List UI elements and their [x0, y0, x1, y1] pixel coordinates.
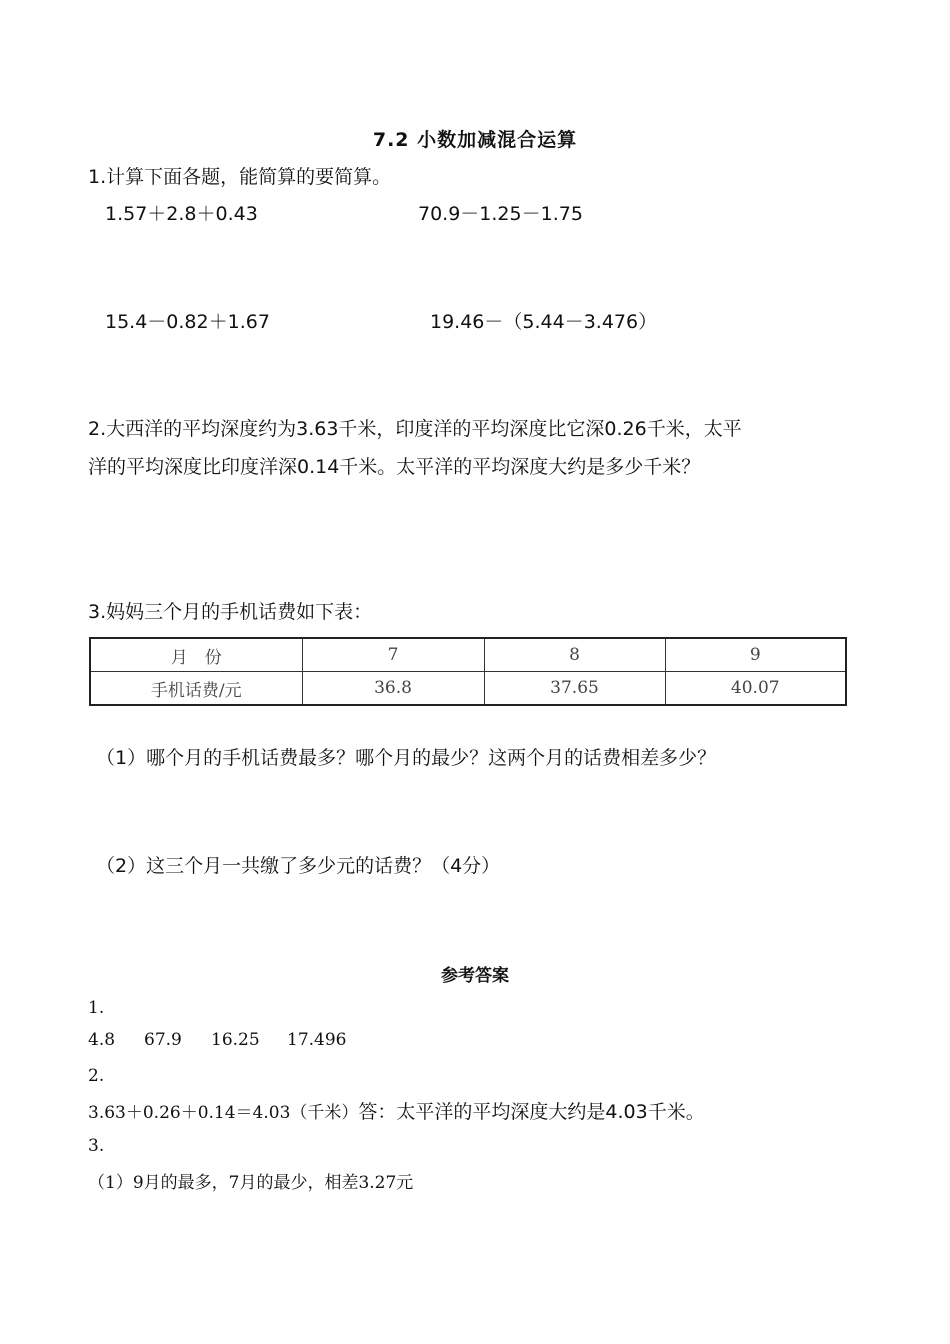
answer-3-label: 3.: [88, 1136, 105, 1156]
page-title: 7.2 小数加减混合运算: [372, 129, 578, 151]
answer-1-label: 1.: [88, 998, 105, 1018]
expression-1: 1.57＋2.8＋0.43: [105, 203, 258, 225]
table-row: [90, 672, 846, 706]
table-cell-month: 9: [665, 638, 846, 672]
answer-1-value: 67.9: [144, 1030, 182, 1050]
question-2-line-1: 2.大西洋的平均深度约为3.63千米，印度洋的平均深度比它深0.26千米，太平: [88, 418, 742, 440]
phone-fee-table: [89, 637, 847, 706]
question-3-sub-1: （1）哪个月的手机话费最多？哪个月的最少？这两个月的话费相差多少？: [96, 747, 717, 769]
answer-2-calculation: 3.63＋0.26＋0.14＝4.03（千米）: [88, 1103, 359, 1123]
answer-1-value: 4.8: [88, 1030, 116, 1050]
table-row: [90, 638, 846, 672]
question-1-prompt: 1.计算下面各题，能简算的要简算。: [88, 166, 392, 188]
answers-heading: 参考答案: [441, 966, 509, 986]
question-3-prompt: 3.妈妈三个月的手机话费如下表：: [88, 601, 373, 623]
table-cell-month: 7: [302, 638, 484, 672]
expression-2: 70.9－1.25－1.75: [418, 203, 583, 225]
question-2-line-2: 洋的平均深度比印度洋深0.14千米。太平洋的平均深度大约是多少千米？: [88, 456, 701, 478]
table-cell-fee: 40.07: [665, 672, 846, 706]
expression-4: 19.46－（5.44－3.476）: [430, 311, 658, 333]
answer-1-value: 17.496: [287, 1030, 347, 1050]
question-3-sub-2: （2）这三个月一共缴了多少元的话费？（4分）: [96, 855, 501, 877]
table-header-cell: 手机话费/元: [90, 672, 302, 706]
table-cell-month: 8: [484, 638, 665, 672]
table-cell-fee: 36.8: [302, 672, 484, 706]
answer-1-value: 16.25: [211, 1030, 260, 1050]
expression-3: 15.4－0.82＋1.67: [105, 311, 270, 333]
table-cell-fee: 37.65: [484, 672, 665, 706]
answer-2-line: [88, 1097, 705, 1124]
answer-2-text: 答：太平洋的平均深度大约是4.03千米。: [358, 1101, 705, 1123]
answer-3-sub-1: （1）9月的最多，7月的最少，相差3.27元: [88, 1173, 414, 1193]
answer-2-label: 2.: [88, 1066, 105, 1086]
table-header-cell: 月 份: [90, 638, 302, 672]
